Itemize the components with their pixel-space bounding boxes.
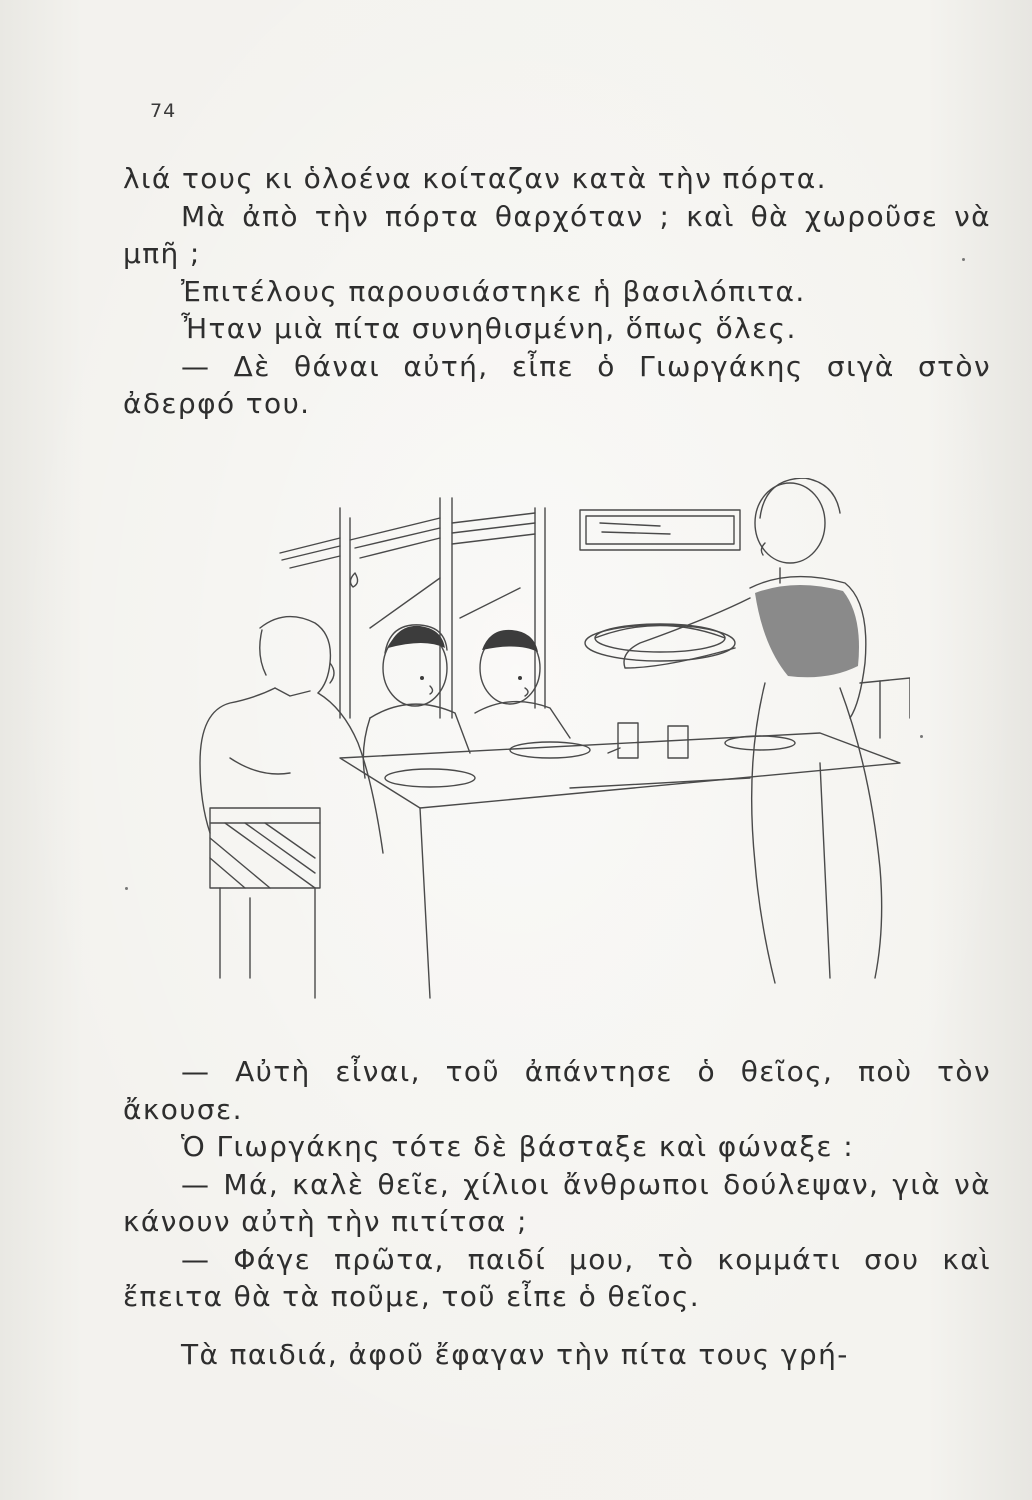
- text-line: Μὰ ἀπὸ τὴν πόρτα θαρχόταν ; καὶ θὰ χωροῦσε νὰ μπῆ ;: [123, 199, 991, 270]
- paragraph-block-bottom: [123, 1053, 991, 1373]
- text-line: Ἐπιτέλους παρουσιάστηκε ἡ βασιλόπιτα.: [181, 274, 806, 308]
- paragraph-block-top: [123, 160, 991, 423]
- print-speck: [920, 735, 923, 738]
- text-line: Τὰ παιδιά, ἀφοῦ ἔφαγαν τὴν πίτα τους γρή-: [181, 1337, 849, 1371]
- text-line: — Αὐτὴ εἶναι, τοῦ ἀπάντησε ὁ θεῖος, ποὺ τὸν ἄκουσε.: [123, 1055, 991, 1126]
- text-line: Ὁ Γιωργάκης τότε δὲ βάσταξε καὶ φώναξε :: [181, 1130, 855, 1163]
- text-line: — Μά, καλὲ θεῖε, χίλιοι ἄνθρωποι δούλεψαν, γιὰ νὰ κάνουν αὐτὴ τὴν πιτίτσα ;: [123, 1167, 991, 1238]
- page-number: 74: [150, 100, 177, 122]
- family-dinner-illustration: [190, 478, 910, 1018]
- text-line: — Δὲ θάναι αὐτή, εἶπε ὁ Γιωργάκης σιγὰ στὸν ἀδερφό του.: [123, 349, 991, 420]
- print-speck: [125, 887, 128, 890]
- text-line: Ἦταν μιὰ πίτα συνηθισμένη, ὅπως ὅλες.: [181, 312, 797, 345]
- family-dinner-illustration-icon: [190, 478, 910, 1018]
- text-line: λιά τους κι ὁλοένα κοίταζαν κατὰ τὴν πόρτα.: [123, 162, 827, 195]
- text-line: — Φάγε πρῶτα, παιδί μου, τὸ κομμάτι σου καὶ ἔπειτα θὰ τὰ ποῦμε, τοῦ εἶπε ὁ θεῖος.: [123, 1242, 991, 1313]
- print-speck: [962, 258, 965, 261]
